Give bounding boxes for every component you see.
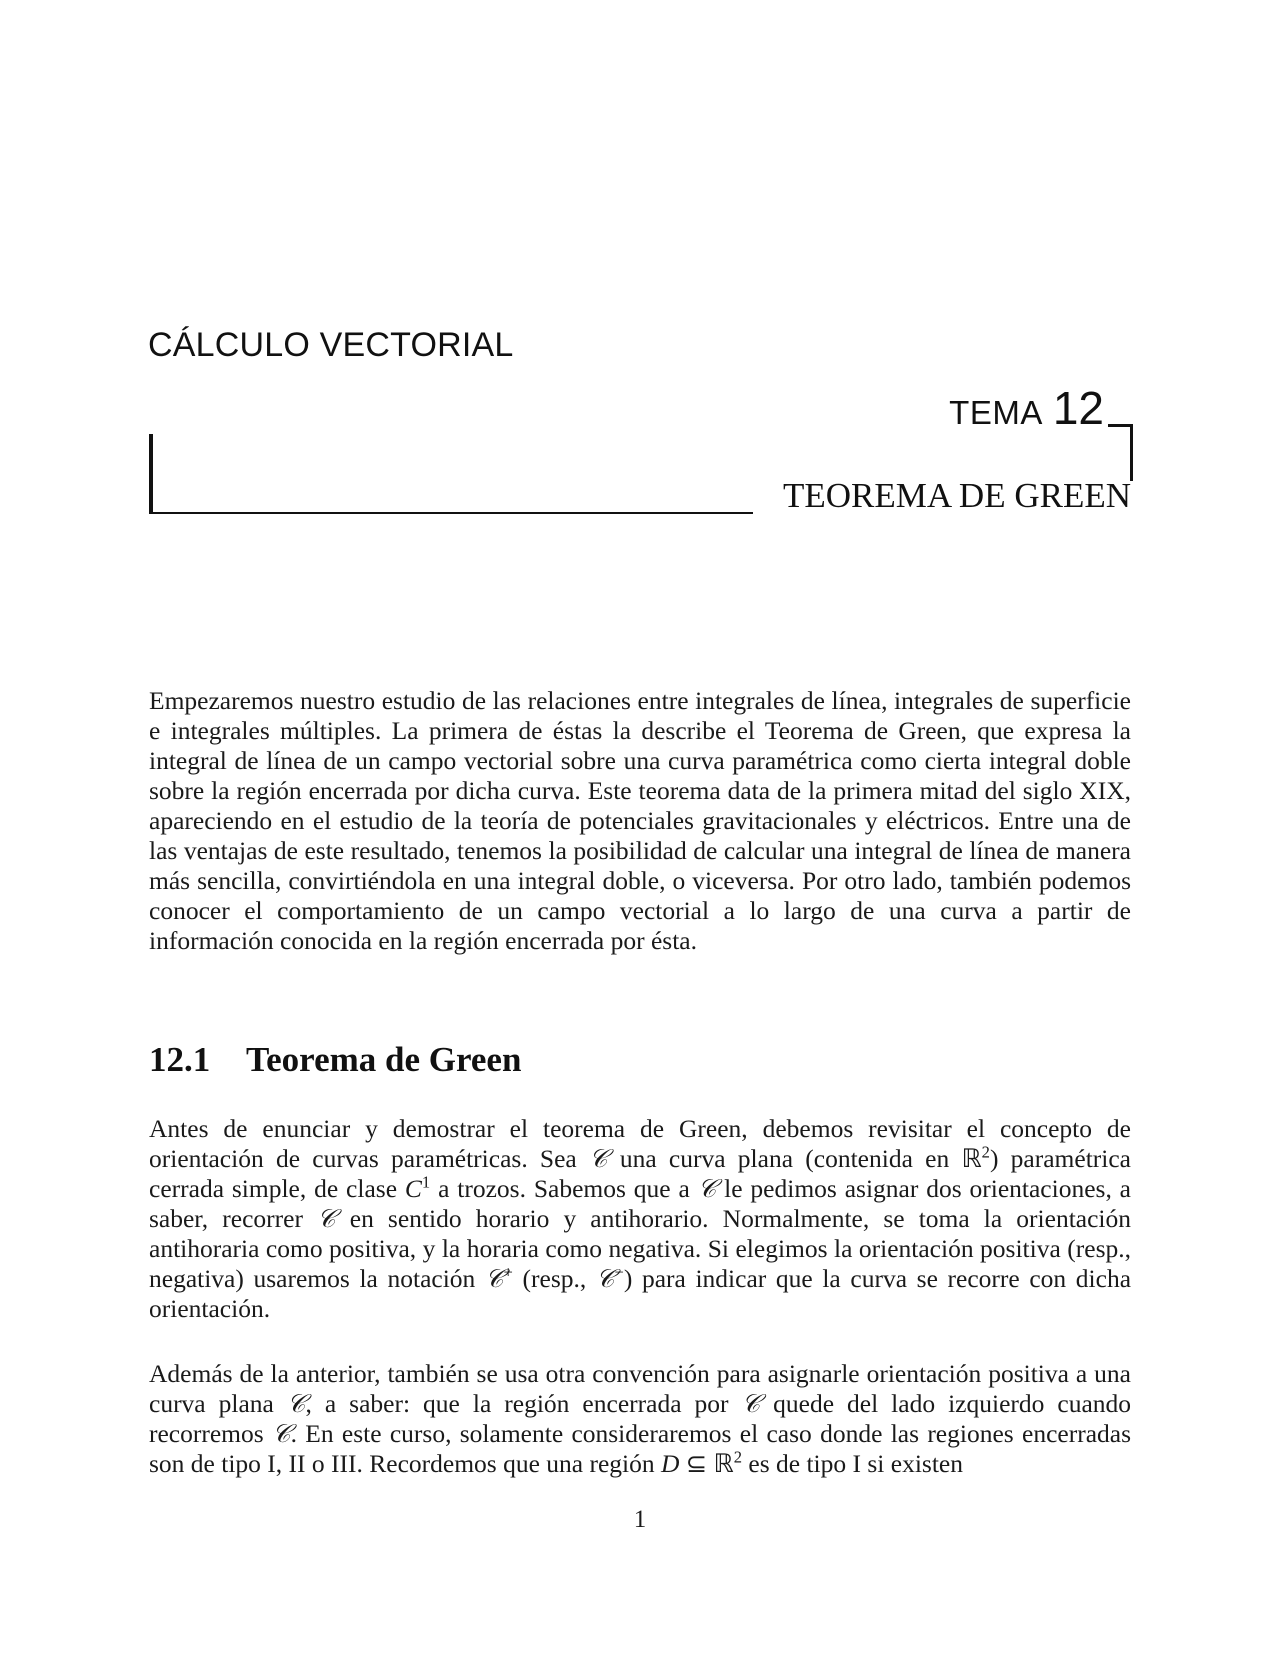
math-curve: 𝒞 bbox=[286, 1389, 306, 1418]
section-heading bbox=[149, 1040, 521, 1080]
math-curve: 𝒞 bbox=[589, 1144, 608, 1173]
section-title: Teorema de Green bbox=[246, 1040, 522, 1079]
section-paragraph-2: Además de la anterior, también se usa otra convención para asignarle orientación positiva a una curva plana 𝒞, a saber: que la región encerrada por 𝒞 quede del lado izquierdo cuando recorremos 𝒞. En este curso, solamente consideraremos el caso donde las regiones encerradas son de tipo I, II o III. Recordemos que una región D ⊆ ℝ$^2$ es de tipo I si existen bbox=[149, 1359, 1132, 1478]
tema-label: TEMA bbox=[949, 394, 1043, 431]
math-curve: 𝒞 bbox=[595, 1264, 615, 1293]
math-curve: 𝒞 bbox=[697, 1174, 717, 1203]
section-number: 12.1 bbox=[149, 1040, 211, 1079]
math-curve: 𝒞 bbox=[317, 1204, 336, 1233]
section-paragraph-1: Antes de enunciar y demostrar el teorema de Green, debemos revisitar el concepto de orientación de curvas paramétricas. Sea 𝒞 una curva plana (contenida en ℝ$^2$) paramétrica cerrada simple, de clase $C^1$ a trozos. Sabemos que a 𝒞 le pedimos asignar dos orientaciones, a saber, recorrer 𝒞 en sentido horario y antihorario. Normalmente, se toma la orientación antihoraria como positiva, y la horaria como negativa. Si elegimos la orientación positiva (resp., negativa) usaremos la notación 𝒞+ (resp., 𝒞−) para indicar que la curva se recorre con dicha orientación. bbox=[149, 1114, 1132, 1323]
course-title: CÁLCULO VECTORIAL bbox=[148, 326, 514, 364]
math-region: D bbox=[660, 1449, 680, 1478]
chapter-frame-left bbox=[149, 434, 753, 514]
math-subseteq: ⊆ bbox=[685, 1449, 708, 1478]
page-number: 1 bbox=[633, 1506, 647, 1533]
chapter-label bbox=[949, 381, 1104, 435]
chapter-frame-right bbox=[1108, 424, 1133, 481]
intro-paragraph: Empezaremos nuestro estudio de las relaciones entre integrales de línea, integrales de superficie e integrales múltiples. La primera de éstas la describe el Teorema de Green, que expresa la integral de línea de un campo vectorial sobre una curva paramétrica como cierta integral doble sobre la región encerrada por dicha curva. Este teorema data de la primera mitad del siglo XIX, apareciendo en el estudio de la teoría de potenciales gravitacionales y eléctricos. Entre una de las ventajas de este resultado, tenemos la posibilidad de calcular una integral de línea de manera más sencilla, convirtiéndola en una integral doble, o viceversa. Por otro lado, también podemos conocer el comportamiento de un campo vectorial a lo largo de una curva a partir de información conocida en la región encerrada por ésta. bbox=[149, 686, 1131, 955]
tema-number: 12 bbox=[1052, 382, 1104, 434]
math-curve: 𝒞 bbox=[272, 1419, 291, 1448]
chapter-title: TEOREMA DE GREEN bbox=[782, 476, 1131, 515]
math-curve: 𝒞 bbox=[741, 1389, 761, 1418]
math-reals: ℝ bbox=[713, 1449, 734, 1478]
math-class: C bbox=[404, 1174, 422, 1203]
math-curve: 𝒞 bbox=[484, 1264, 504, 1293]
math-reals: ℝ bbox=[961, 1144, 982, 1173]
